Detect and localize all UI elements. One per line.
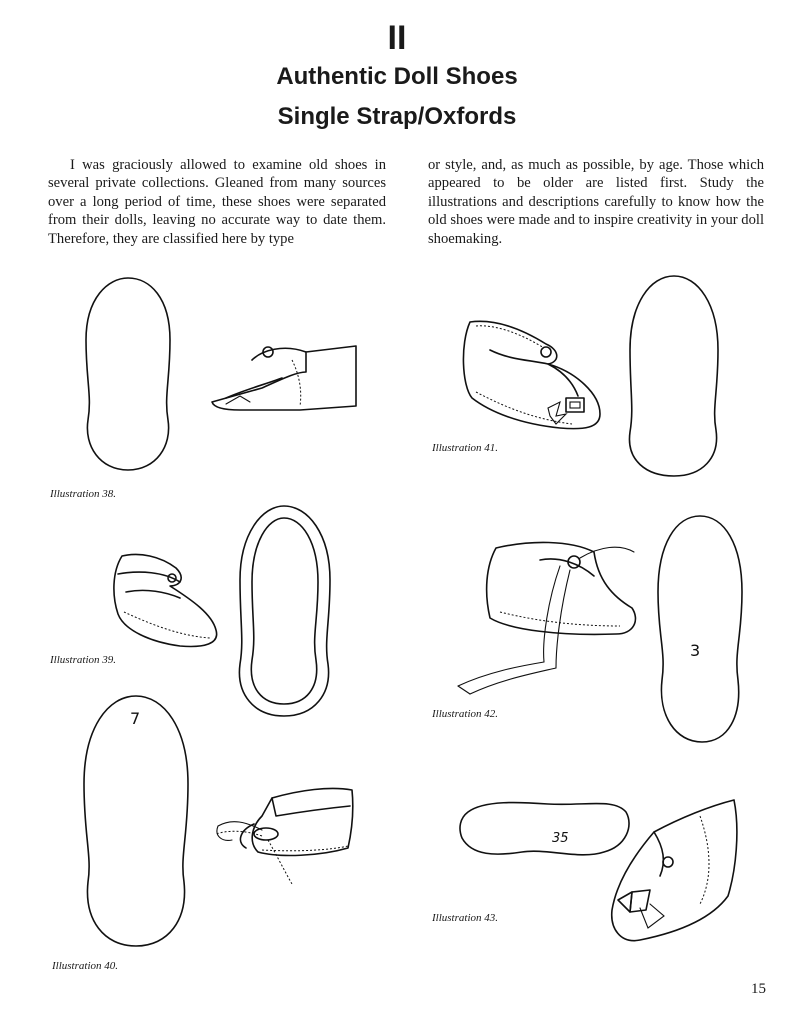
chapter-numeral: II [387,19,407,57]
intro-paragraph-right: or style, and, as much as possible, by age. Those which appeared to be older are listed first. Study the illustrations and descriptions carefully to know how the old shoes were made and to inspire creativity in your doll shoemaking. [428,157,764,247]
caption-ill42: Illustration 42. [432,708,499,720]
ill43-sole-pattern [460,802,629,854]
ill38-strap-shoe [212,346,356,410]
ill41-buckle-shoe [463,321,600,428]
caption-ill43: Illustration 43. [432,912,499,924]
ill40-laced-shoe [216,788,353,884]
ill38-sole-pattern [86,278,170,470]
caption-ill38: Illustration 38. [50,488,117,500]
ill42-sole-pattern [658,516,742,742]
ill41-sole-pattern [629,276,718,476]
ill42-sole-mark: 3 [690,641,701,660]
ill43-sole-mark: 35 [552,831,569,846]
ill43-bow-shoe [612,800,737,941]
intro-paragraph-left: I was graciously allowed to examine old shoes in several private collections. Gleaned from many sources over a long period of time, these shoes were separated from their dolls, leaving no accurate way to date them. Therefore, they are classified here by type [48,157,386,247]
caption-ill40: Illustration 40. [52,960,119,972]
page-title-line-2: Single Strap/Oxfords [277,103,517,130]
caption-ill41: Illustration 41. [432,442,499,454]
caption-ill39: Illustration 39. [50,654,117,666]
ill40-sole-pattern [84,696,188,946]
ill40-sole-mark: 7 [130,709,141,728]
ill42-tie-shoe [458,542,635,694]
page-title-line-1: Authentic Doll Shoes [276,63,518,90]
page-number: 15 [751,981,766,997]
ill39-strap-bootee [114,555,217,647]
ill39-insole-pattern [239,506,330,716]
